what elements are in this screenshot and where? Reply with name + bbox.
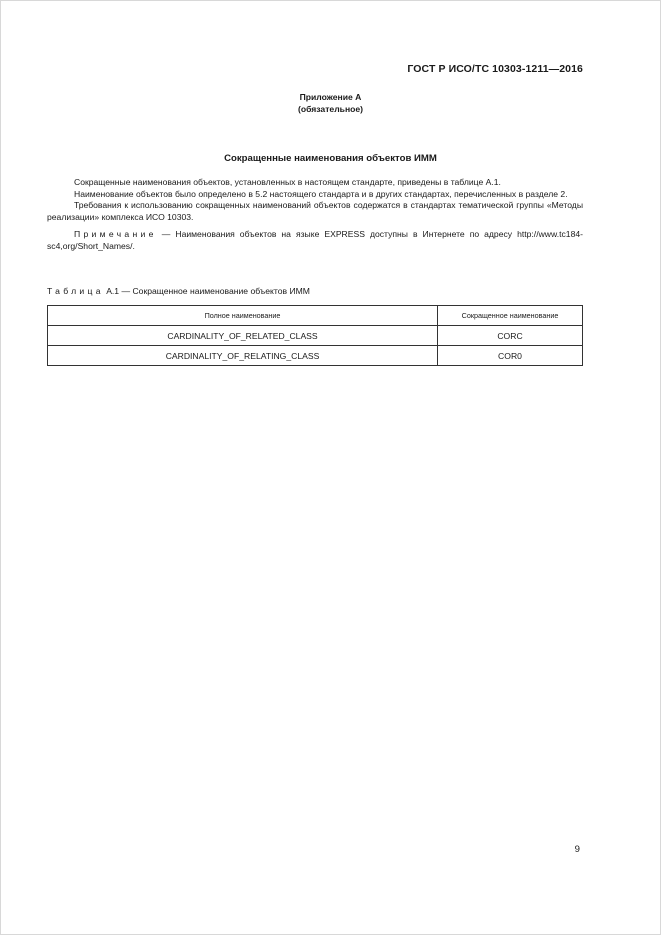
table-caption-text: А.1 — Сокращенное наименование объектов ИММ [106, 286, 310, 296]
body-text [47, 177, 583, 252]
paragraph: Требования к использованию сокращенных наименований объектов содержатся в стандартах тематической группы «Методы реализации» комплекса ИСО 10303. [47, 200, 583, 223]
table-caption-label: Таблица [47, 286, 104, 296]
appendix-title: Приложение А [299, 92, 362, 102]
table-row [48, 326, 583, 346]
section-title: Сокращенные наименования объектов ИММ [224, 153, 437, 164]
abbreviations-table [47, 305, 583, 366]
note-label: Примечание [74, 228, 157, 239]
short-name-cell: CORC [438, 326, 583, 346]
paragraph: Сокращенные наименования объектов, установленных в настоящем стандарте, приведены в таблице А.1. [74, 177, 501, 187]
full-name-cell: CARDINALITY_OF_RELATING_CLASS [48, 346, 438, 366]
appendix-heading [0, 92, 661, 115]
table-caption [47, 286, 310, 296]
table-header-row [48, 306, 583, 326]
table-row [48, 346, 583, 366]
header-full-name: Полное наименование [48, 306, 438, 326]
short-name-cell: COR0 [438, 346, 583, 366]
note [47, 229, 583, 252]
full-name-cell: CARDINALITY_OF_RELATED_CLASS [48, 326, 438, 346]
header-short-name: Сокращенное наименование [438, 306, 583, 326]
appendix-status: (обязательное) [297, 103, 364, 114]
paragraph: Наименование объектов было определено в 5.2 настоящего стандарта и в других стандартах, перечисленных в разделе 2. [74, 188, 568, 199]
standard-designation: ГОСТ Р ИСО/ТС 10303-1211—2016 [407, 63, 583, 75]
note-text: — Наименования объектов на языке EXPRESS доступны в Интернете по адресу http://www.tc184-sc4,org/Short_Names/. [47, 228, 584, 251]
page-number: 9 [574, 844, 580, 855]
